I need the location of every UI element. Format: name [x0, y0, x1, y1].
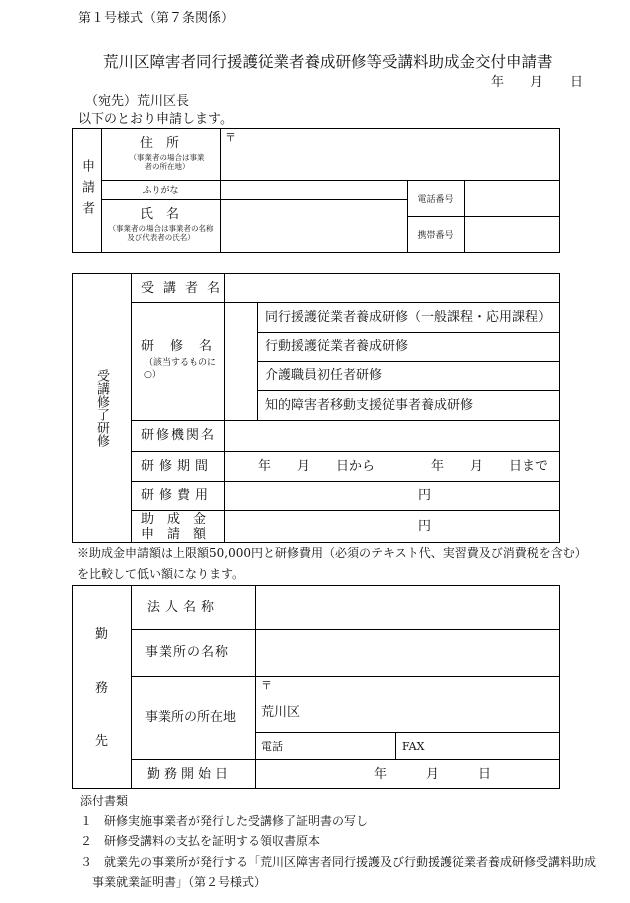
corp-name-field[interactable]	[256, 586, 559, 628]
name-label: 氏 名	[140, 207, 180, 222]
trainee-name-field[interactable]	[225, 274, 559, 301]
office-name-field[interactable]	[256, 630, 559, 675]
office-phone-label: 電話	[261, 740, 283, 753]
applicant-phone-field[interactable]	[465, 181, 559, 215]
grant-unit: 円	[418, 519, 432, 534]
employer-label-1: 勤	[95, 627, 109, 642]
fee-label: 研修費用	[141, 488, 214, 503]
office-fax-label: FAX	[402, 740, 425, 753]
period-end: 年 月 日まで	[431, 459, 549, 474]
note-line-2: を比較して低い額になります。	[77, 567, 245, 581]
office-ward: 荒川区	[261, 705, 301, 720]
institution-field[interactable]	[225, 421, 559, 450]
employer-label-2: 務	[95, 681, 109, 696]
attachment-item-3: ３ 就業先の事業所が発行する「荒川区障害者同行援護及び行動援護従業者養成研修受講料助成	[80, 855, 597, 869]
applicant-section-label: 申請者	[79, 159, 94, 222]
office-name-label: 事業所の名称	[145, 645, 230, 660]
date-month: 月	[530, 75, 544, 90]
name-note: （事業者の場合は事業者の名称及び代表者の氏名）	[108, 224, 214, 243]
applicant-address-field[interactable]	[221, 129, 559, 179]
applicant-furigana-field[interactable]	[221, 181, 406, 198]
applicant-postal-mark: 〒	[225, 131, 236, 144]
start-date-label: 勤務開始日	[147, 767, 233, 782]
furigana-label: ふりがな	[142, 186, 179, 196]
date-day: 日	[570, 75, 584, 90]
attachment-item-2: ２ 研修受講料の支払を証明する領収書原本	[80, 834, 321, 848]
mobile-label: 携帯番号	[417, 231, 454, 241]
course-option-1[interactable]: 同行援護従業者養成研修（一般課程・応用課程）	[265, 310, 552, 325]
corp-name-label: 法人名称	[147, 600, 220, 615]
period-label: 研修期間	[141, 459, 214, 474]
addressee: （宛先）荒川区長	[85, 94, 190, 109]
attachment-item-3-cont: 事業就業証明書」（第２号様式）	[92, 875, 267, 889]
applicant-name-field[interactable]	[221, 200, 406, 252]
attachments-heading: 添付書類	[80, 794, 129, 808]
grant-label-2: 申請額	[141, 527, 220, 542]
applicant-mobile-field[interactable]	[465, 217, 559, 252]
note-line-1: ※助成金申請額は上限額50,000円と研修費用（必須のテキスト代、実習費及び消費税を含む）	[77, 546, 587, 560]
page-title: 荒川区障害者同行援護従業者養成研修等受講料助成金交付申請書	[103, 53, 553, 71]
phone-label: 電話番号	[417, 194, 454, 205]
course-label: 研修名	[141, 339, 229, 354]
form-number: 第１号様式（第７条関係）	[78, 11, 235, 26]
course-option-4[interactable]: 知的障害者移動支援従事者養成研修	[265, 398, 474, 413]
training-section-label: 受講修了研修	[94, 369, 109, 447]
course-option-3[interactable]: 介護職員初任者研修	[265, 368, 383, 383]
trainee-label: 受講者名	[141, 281, 230, 296]
fee-unit: 円	[418, 488, 432, 503]
office-address-label: 事業所の所在地	[145, 710, 237, 725]
period-start: 年 月 日から	[258, 459, 376, 474]
start-date-value: 年 月 日	[374, 767, 492, 782]
institution-label: 研修機関名	[141, 428, 217, 443]
course-option-2[interactable]: 行動援護従業者養成研修	[265, 339, 409, 354]
office-postal-mark: 〒	[261, 679, 272, 692]
intro-text: 以下のとおり申請します。	[78, 112, 233, 127]
date-year: 年	[491, 75, 505, 90]
address-note: （事業者の場合は事業者の所在地）	[129, 153, 205, 172]
address-label: 住 所	[140, 136, 180, 151]
employer-label-3: 先	[95, 734, 109, 749]
attachment-item-1: １ 研修実施事業者が発行した受講修了証明書の写し	[80, 814, 369, 828]
grant-label-1: 助成金	[141, 512, 220, 527]
course-note: （該当するものに○）	[144, 358, 217, 380]
